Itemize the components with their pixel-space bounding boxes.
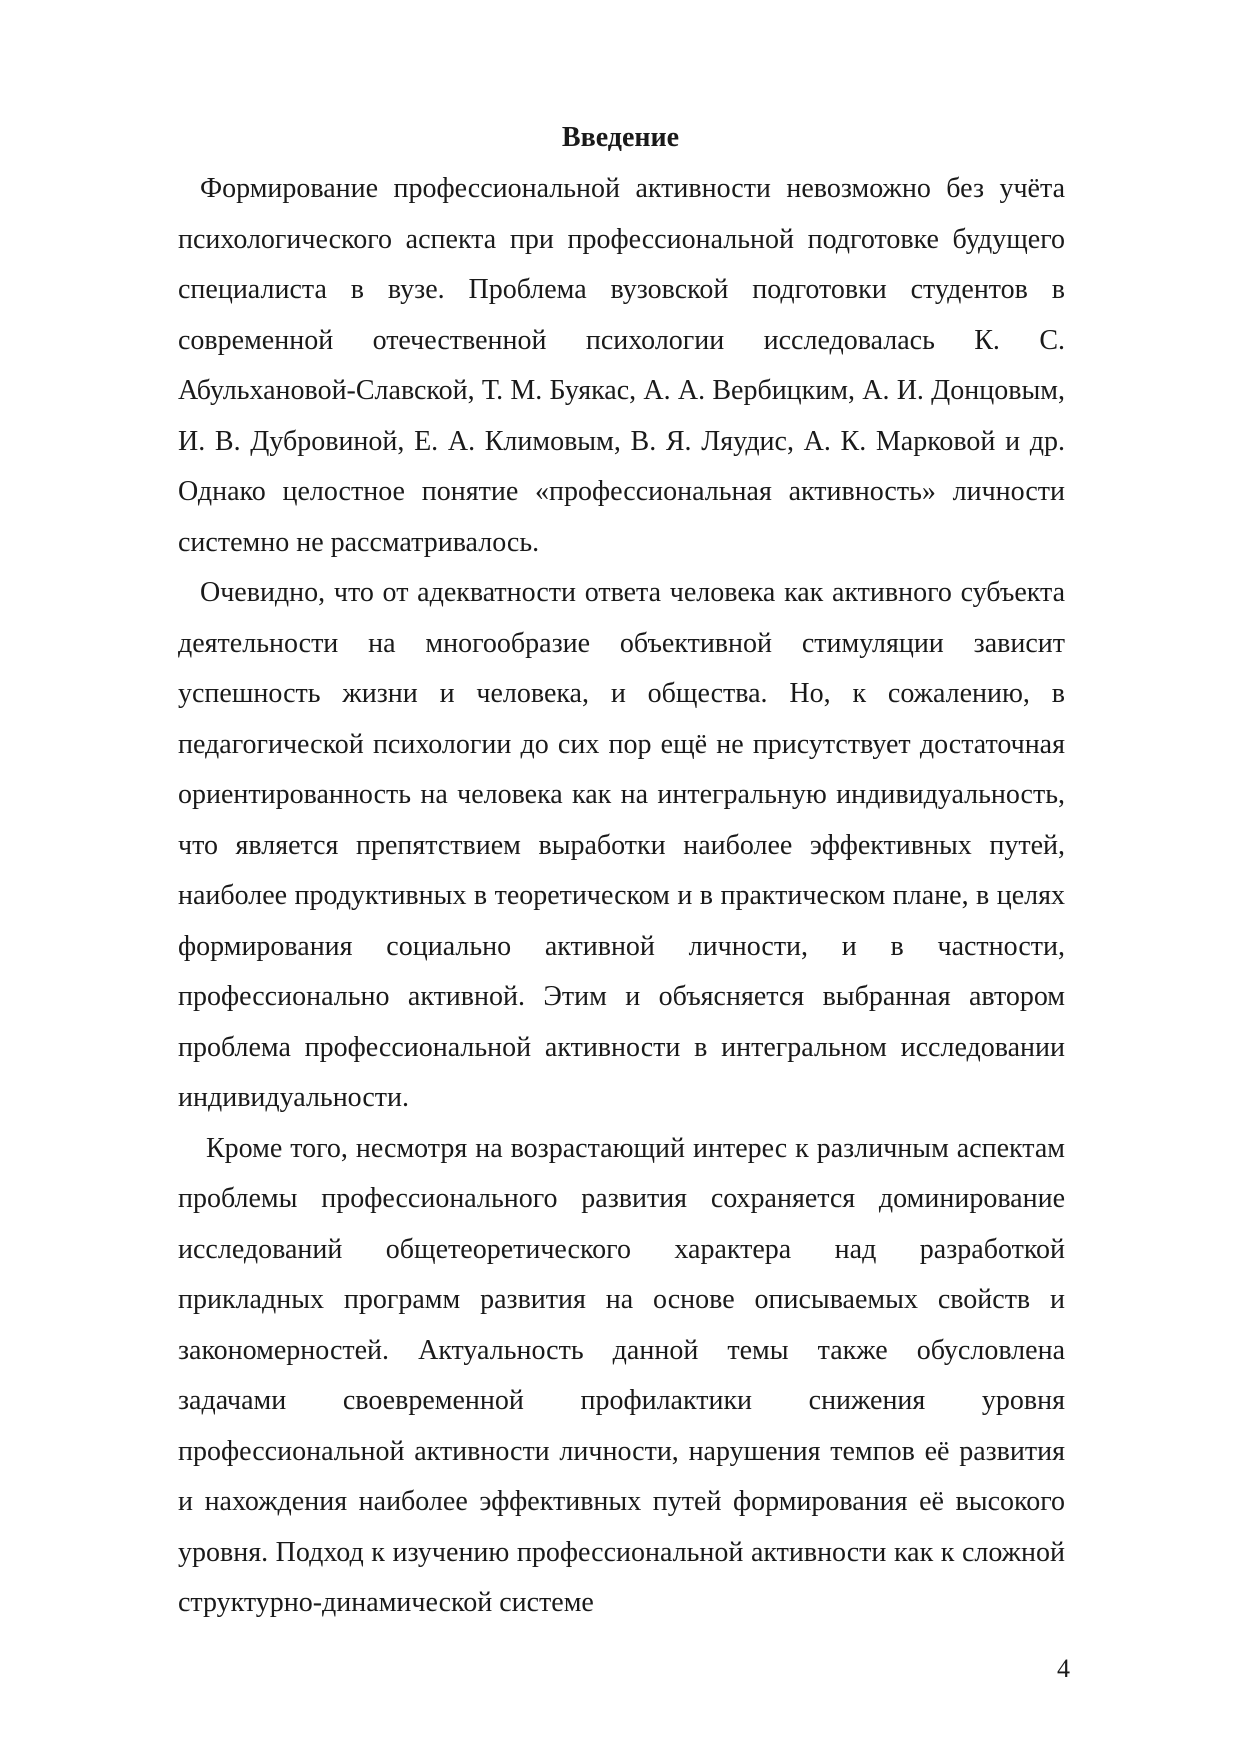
paragraph-1: Формирование профессиональной активности невозможно без учёта психологического аспекта при профессиональной подготовке будущего специалиста в вузе. Проблема вузовской подготовки студентов в современной отечественной психологии исследовалась К. С. Абульхановой-Славской, Т. М. Буякас, А. А. Вербицким, А. И. Донцовым, И. В. Дубровиной, Е. А. Климовым, В. Я. Ляудис, А. К. Марковой и др. Однако целостное понятие «профессиональная активность» личности системно не рассматривалось. <box>178 173 1065 558</box>
paragraph-3: Кроме того, несмотря на возрастающий интерес к различным аспектам проблемы профессионального развития сохраняется доминирование исследований общетеоретического характера над разработкой прикладных программ развития на основе описываемых свойств и закономерностей. Актуальность данной темы также обусловлена задачами своевременной профилактики снижения уровня профессиональной активности личности, нарушения темпов её развития и нахождения наиболее эффективных путей формирования её высокого уровня. Подход к изучению профессиональной активности как к сложной структурно-динамической системе <box>178 1132 1065 1618</box>
section-heading: Введение <box>561 122 680 153</box>
page-number: 4 <box>1057 1654 1070 1683</box>
body-text <box>178 164 1065 1629</box>
paragraph-2: Очевидно, что от адекватности ответа человека как активного субъекта деятельности на многообразие объективной стимуляции зависит успешность жизни и человека, и общества. Но, к сожалению, в педагогической психологии до сих пор ещё не присутствует достаточная ориентированность на человека как на интегральную индивидуальность, что является препятствием выработки наиболее эффективных путей, наиболее продуктивных в теоретическом и в практическом плане, в целях формирования социально активной личности, и в частности, профессионально активной. Этим и объясняется выбранная автором проблема профессиональной активности в интегральном исследовании индивидуальности. <box>178 577 1065 1113</box>
